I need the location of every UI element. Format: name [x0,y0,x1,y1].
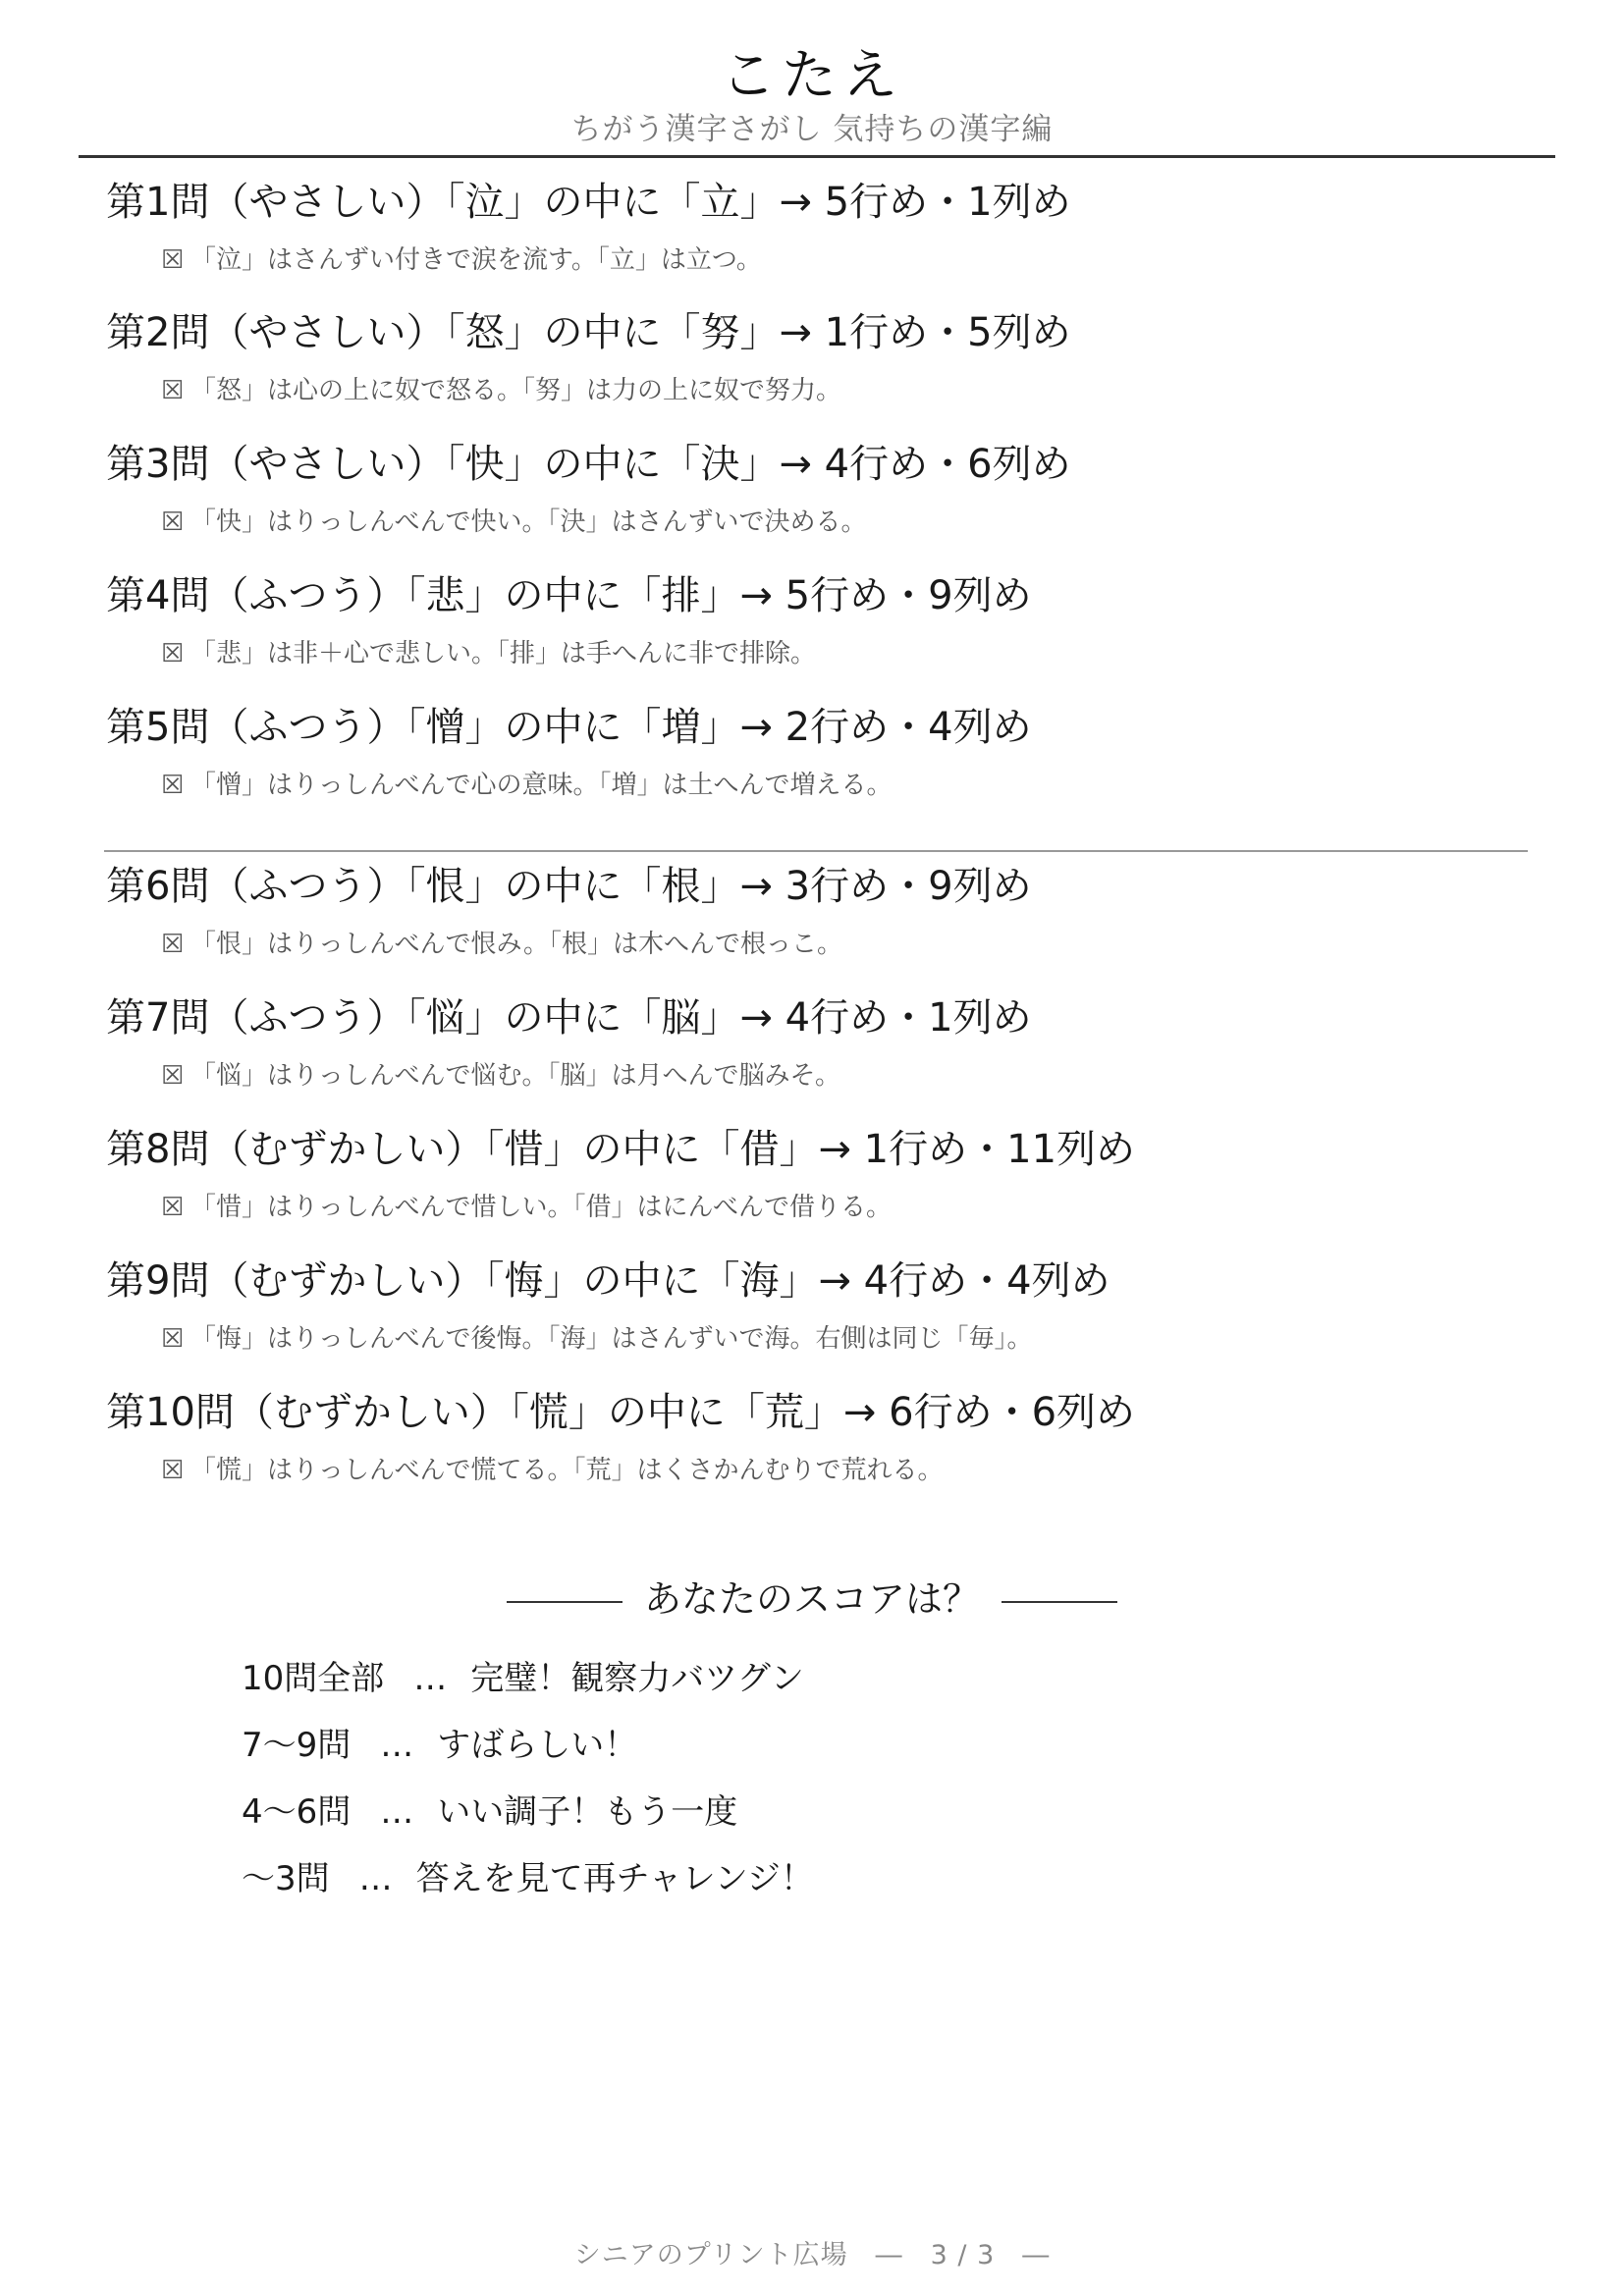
answer-note [161,1322,1540,1356]
answer-note-text: 「恨」はりっしんべんで恨み。「根」は木へんで根っこ。 [190,930,843,959]
answer-question: 第4問（ふつう）「悲」の中に「排」→ 5行め・9列め [106,573,1032,618]
answer-item-2 [106,307,1540,407]
score-range: 〜3問 [242,1859,330,1898]
checkbox-mark-icon: ☒ [161,1456,185,1485]
answer-note [161,1454,1540,1487]
answer-note [161,506,1540,539]
answer-note [161,1191,1540,1224]
page-subtitle: ちがう漢字さがし 気持ちの漢字編 [570,112,1054,147]
answer-note-text: 「悩」はりっしんべんで悩む。「脳」は月へんで脳みそ。 [190,1061,840,1091]
page-footer: シニアのプリント広場 ― 3 / 3 ― [573,2240,1051,2270]
answer-note [161,1059,1540,1093]
score-range: 4〜6問 [242,1792,352,1832]
answer-note [161,243,1540,277]
answer-item-10 [106,1387,1540,1487]
checkbox-mark-icon: ☒ [161,639,185,668]
ellipsis: … [380,1726,414,1765]
answer-question: 第7問（ふつう）「悩」の中に「脳」→ 4行め・1列め [106,995,1032,1041]
answer-note-text: 「慌」はりっしんべんで慌てる。「荒」はくさかんむりで荒れる。 [190,1456,944,1485]
answer-item-9 [106,1255,1540,1356]
score-comment: 完璧！観察力バツグン [470,1659,804,1698]
score-heading [0,1575,1624,1624]
answer-question: 第8問（むずかしい）「惜」の中に「借」→ 1行め・11列め [106,1127,1136,1172]
checkbox-mark-icon: ☒ [161,1324,185,1354]
answer-question: 第5問（ふつう）「憎」の中に「増」→ 2行め・4列め [106,705,1032,750]
heading-rule-left [507,1601,623,1603]
score-heading-text: あなたのスコアは？ [643,1577,980,1621]
score-comment: いい調子！もう一度 [437,1792,738,1832]
score-row [242,1657,814,1724]
answer-question: 第2問（やさしい）「怒」の中に「努」→ 1行め・5列め [106,310,1071,355]
header-divider [79,155,1555,158]
score-list [242,1657,814,1924]
answer-note-text: 「悔」はりっしんべんで後悔。「海」はさんずいで海。右側は同じ「毎」。 [190,1324,1033,1354]
score-range: 7〜9問 [242,1726,352,1765]
answer-note-text: 「怒」は心の上に奴で怒る。「努」は力の上に奴で努力。 [190,376,842,405]
page-title: こたえ [721,44,903,108]
answer-item-8 [106,1124,1540,1224]
answer-note-text: 「悲」は非＋心で悲しい。「排」は手へんに非で排除。 [190,639,817,668]
answer-item-7 [106,992,1540,1093]
checkbox-mark-icon: ☒ [161,507,185,537]
checkbox-mark-icon: ☒ [161,1061,185,1091]
ellipsis: … [413,1659,448,1698]
answer-item-1 [106,177,1540,277]
checkbox-mark-icon: ☒ [161,930,185,959]
answer-question: 第9問（むずかしい）「悔」の中に「海」→ 4行め・4列め [106,1258,1110,1304]
answer-note-text: 「惜」はりっしんべんで惜しい。「借」はにんべんで借りる。 [190,1193,892,1222]
score-row [242,1724,814,1790]
score-row [242,1857,814,1924]
heading-rule-right [1001,1601,1117,1603]
answer-note [161,637,1540,670]
checkbox-mark-icon: ☒ [161,376,185,405]
answer-item-4 [106,570,1540,670]
checkbox-mark-icon: ☒ [161,1193,185,1222]
checkbox-mark-icon: ☒ [161,771,185,800]
answer-note [161,374,1540,407]
answer-question: 第3問（やさしい）「快」の中に「決」→ 4行め・6列め [106,442,1071,487]
answer-question: 第6問（ふつう）「恨」の中に「根」→ 3行め・9列め [106,864,1032,909]
answer-item-5 [106,702,1540,802]
ellipsis: … [358,1859,393,1898]
answer-item-6 [106,861,1540,961]
answer-item-3 [106,439,1540,539]
answer-note-text: 「泣」はさんずい付きで涙を流す。「立」は立つ。 [190,245,762,275]
score-comment: すばらしい！ [437,1726,638,1765]
answer-note [161,769,1540,802]
section-divider [104,850,1528,852]
answer-note-text: 「快」はりっしんべんで快い。「決」はさんずいで決める。 [190,507,867,537]
ellipsis: … [380,1792,414,1832]
answer-note-text: 「憎」はりっしんべんで心の意味。「増」は土へんで増える。 [190,771,893,800]
answer-question: 第1問（やさしい）「泣」の中に「立」→ 5行め・1列め [106,180,1071,225]
score-row [242,1790,814,1857]
answer-note [161,928,1540,961]
checkbox-mark-icon: ☒ [161,245,185,275]
score-range: 10問全部 [242,1659,385,1698]
score-comment: 答えを見て再チャレンジ！ [415,1859,814,1898]
answer-question: 第10問（むずかしい）「慌」の中に「荒」→ 6行め・6列め [106,1390,1136,1435]
